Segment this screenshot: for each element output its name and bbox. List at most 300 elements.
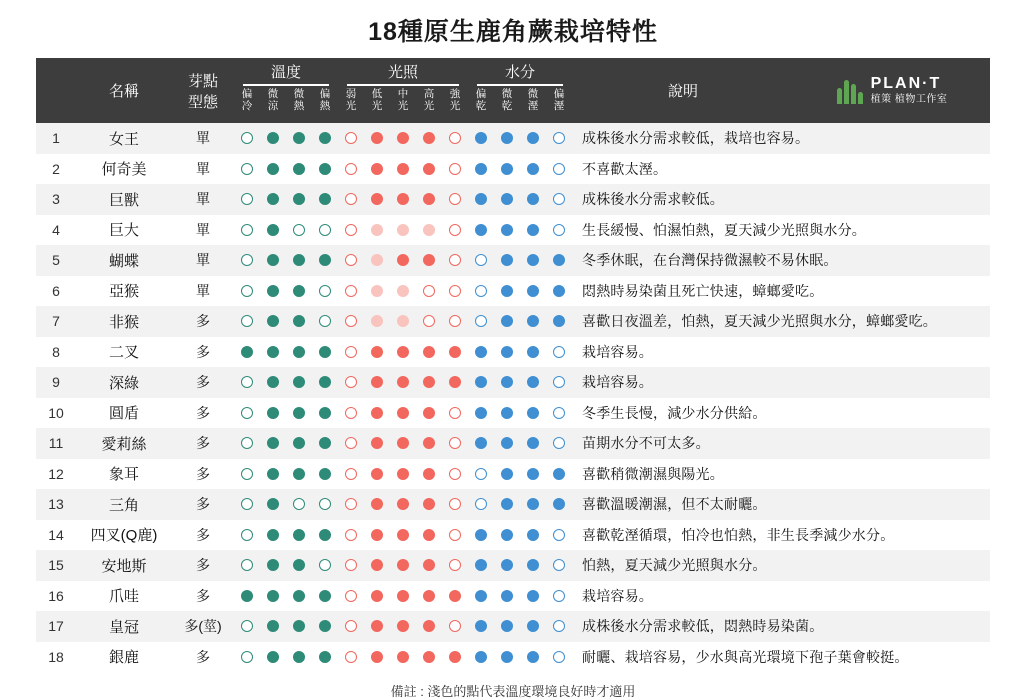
table-row [36,123,990,154]
table-row [36,367,990,398]
cell-temp-dots [234,459,338,490]
light-dot-1-full [371,346,383,358]
cell-description: 喜歡乾溼循環，怕冷也怕熱，非生長季減少水分。 [582,526,895,543]
light-dot-0-empty [345,224,357,236]
cell-temp-dots [234,520,338,551]
light-dot-2-full [397,651,409,663]
table-row [36,154,990,185]
temp-dot-2-full [293,407,305,419]
temp-dot-1-full [267,224,279,236]
cell-name: 三角 [108,496,139,514]
cell-index: 15 [48,557,64,574]
water-dot-3-empty [553,407,565,419]
water-dot-3-empty [553,620,565,632]
temp-dot-1-full [267,285,279,297]
water-dot-1-full [501,254,513,266]
temp-dot-2-full [293,590,305,602]
cell-bud-type: 多 [196,648,210,665]
water-dot-3-full [553,315,565,327]
light-dot-4-full [449,590,461,602]
water-dot-1-full [501,529,513,541]
table-row [36,398,990,429]
cell-description: 栽培容易。 [582,343,653,360]
table-row [36,642,990,673]
table-row [36,520,990,551]
header-subs-light [338,88,468,123]
light-dot-4-empty [449,224,461,236]
cell-water-dots [468,337,572,368]
cell-water-dots [468,581,572,612]
temp-dot-0-empty [241,468,253,480]
cell-name: 象耳 [108,466,139,484]
water-dot-2-full [527,590,539,602]
water-dot-0-full [475,224,487,236]
cell-name: 四叉(Q鹿) [90,527,158,545]
cell-bud-type: 多 [196,313,210,330]
temp-dot-0-empty [241,407,253,419]
cell-light-dots [338,520,468,551]
header-description: 說明 [572,58,794,123]
sub-header-water-3: 偏 溼 [553,88,565,112]
table-container [36,58,990,672]
cell-water-dots [468,184,572,215]
temp-dot-0-empty [241,254,253,266]
light-dot-3-full [423,163,435,175]
cell-index: 8 [52,343,60,360]
light-dot-3-full [423,590,435,602]
temp-dot-0-empty [241,620,253,632]
water-dot-2-full [527,193,539,205]
water-dot-0-full [475,376,487,388]
light-dot-3-full [423,559,435,571]
water-dot-0-empty [475,254,487,266]
cell-light-dots [338,642,468,673]
water-dot-1-full [501,559,513,571]
light-dot-3-full [423,346,435,358]
water-dot-0-full [475,407,487,419]
water-dot-3-empty [553,224,565,236]
light-dot-4-empty [449,468,461,480]
cell-index: 17 [48,618,64,635]
light-dot-0-empty [345,498,357,510]
header-subs-water [468,88,572,123]
water-dot-2-full [527,468,539,480]
cell-water-dots [468,276,572,307]
cell-water-dots [468,611,572,642]
cell-temp-dots [234,276,338,307]
cell-light-dots [338,276,468,307]
table-row [36,581,990,612]
cell-description: 悶熱時易染菌且死亡快速，蟑螂愛吃。 [582,282,824,299]
table-header [36,58,990,123]
light-dot-1-full [371,498,383,510]
cell-water-dots [468,428,572,459]
cell-bud-type: 單 [196,130,210,147]
water-dot-2-full [527,163,539,175]
water-dot-1-full [501,651,513,663]
temp-dot-3-full [319,254,331,266]
temp-dot-3-empty [319,498,331,510]
light-dot-4-empty [449,254,461,266]
sub-header-light-1: 低 光 [371,88,383,112]
header-group-water-label: 水分 [504,63,535,81]
cell-name: 皇冠 [108,618,139,636]
cell-description: 苗期水分不可太多。 [582,435,710,452]
temp-dot-3-full [319,529,331,541]
water-dot-0-empty [475,468,487,480]
header-bud-line2: 型態 [187,93,218,111]
cell-index: 4 [52,221,60,238]
table-row [36,306,990,337]
temp-dot-1-full [267,437,279,449]
temp-dot-1-full [267,376,279,388]
cell-index: 13 [48,496,64,513]
cell-index: 2 [52,160,60,177]
light-dot-3-full [423,468,435,480]
light-dot-2-full [397,193,409,205]
light-dot-4-empty [449,407,461,419]
cell-water-dots [468,245,572,276]
water-dot-3-full [553,254,565,266]
water-dot-2-full [527,437,539,449]
cell-bud-type: 多 [196,374,210,391]
light-dot-0-empty [345,376,357,388]
header-name: 名稱 [76,58,172,123]
table-row [36,245,990,276]
temp-dot-0-empty [241,651,253,663]
cell-light-dots [338,611,468,642]
cell-name: 亞猴 [108,283,139,301]
light-dot-1-full [371,620,383,632]
temp-dot-2-full [293,651,305,663]
light-dot-3-full [423,376,435,388]
page-title: 18種原生鹿角蕨栽培特性 [368,18,658,46]
water-dot-0-full [475,651,487,663]
sub-header-temperature-0: 偏 冷 [241,88,253,112]
cell-water-dots [468,215,572,246]
cell-water-dots [468,550,572,581]
cell-light-dots [338,184,468,215]
temp-dot-0-empty [241,224,253,236]
water-dot-3-empty [553,132,565,144]
water-dot-1-full [501,437,513,449]
cell-index: 6 [52,282,60,299]
cell-name: 蝴蝶 [108,252,139,270]
water-dot-0-full [475,437,487,449]
temp-dot-0-empty [241,285,253,297]
water-dot-2-full [527,132,539,144]
light-dot-1-light [371,254,383,266]
light-dot-2-full [397,529,409,541]
light-dot-0-empty [345,651,357,663]
cell-name: 何奇美 [101,161,147,179]
cell-temp-dots [234,550,338,581]
table-row [36,459,990,490]
temp-dot-3-empty [319,224,331,236]
cell-bud-type: 多 [196,496,210,513]
cell-light-dots [338,489,468,520]
temp-dot-1-full [267,529,279,541]
temp-dot-0-empty [241,193,253,205]
light-dot-0-empty [345,620,357,632]
temp-dot-3-full [319,468,331,480]
temp-dot-2-full [293,620,305,632]
temp-dot-1-full [267,498,279,510]
cell-water-dots [468,520,572,551]
light-dot-2-light [397,315,409,327]
temp-dot-0-full [241,590,253,602]
cell-water-dots [468,398,572,429]
table-row [36,337,990,368]
water-dot-1-full [501,590,513,602]
temp-dot-1-full [267,346,279,358]
water-dot-2-full [527,315,539,327]
light-dot-3-full [423,620,435,632]
cell-temp-dots [234,398,338,429]
temp-dot-0-empty [241,437,253,449]
light-dot-2-full [397,254,409,266]
light-dot-1-full [371,193,383,205]
cell-temp-dots [234,215,338,246]
temp-dot-3-full [319,590,331,602]
temp-dot-2-full [293,376,305,388]
cell-bud-type: 多(莖) [184,618,222,635]
cell-name: 非猴 [108,313,139,331]
sub-header-water-2: 微 溼 [527,88,539,112]
light-dot-3-light [423,224,435,236]
temp-dot-2-full [293,315,305,327]
light-dot-1-full [371,437,383,449]
light-dot-1-full [371,529,383,541]
light-dot-0-empty [345,132,357,144]
temp-dot-0-empty [241,163,253,175]
cell-description: 冬季生長慢，減少水分供給。 [582,404,767,421]
temp-dot-3-full [319,437,331,449]
temp-dot-0-empty [241,132,253,144]
table-row [36,276,990,307]
cell-description: 栽培容易。 [582,587,653,604]
water-dot-2-full [527,254,539,266]
cell-name: 銀鹿 [108,649,139,667]
water-dot-0-full [475,193,487,205]
water-dot-3-empty [553,346,565,358]
cell-index: 9 [52,374,60,391]
water-dot-0-full [475,559,487,571]
water-dot-1-full [501,132,513,144]
header-index [36,58,76,123]
water-dot-0-full [475,529,487,541]
cell-name: 巨大 [108,222,139,240]
temp-dot-0-full [241,346,253,358]
sub-header-light-2: 中 光 [397,88,409,112]
cell-light-dots [338,245,468,276]
cell-bud-type: 單 [196,252,210,269]
temp-dot-3-full [319,651,331,663]
light-dot-4-full [449,376,461,388]
cell-index: 1 [52,130,60,147]
water-dot-3-empty [553,376,565,388]
cell-light-dots [338,306,468,337]
light-dot-2-full [397,498,409,510]
light-dot-3-full [423,498,435,510]
sub-header-temperature-3: 偏 熱 [319,88,331,112]
water-dot-0-empty [475,315,487,327]
temp-dot-1-full [267,315,279,327]
water-dot-1-full [501,376,513,388]
temp-dot-3-full [319,132,331,144]
light-dot-0-empty [345,529,357,541]
table-row [36,184,990,215]
cell-bud-type: 多 [196,557,210,574]
cell-bud-type: 多 [196,587,210,604]
temp-dot-3-full [319,376,331,388]
cell-bud-type: 單 [196,221,210,238]
cell-index: 14 [48,526,64,543]
light-dot-3-full [423,132,435,144]
cell-water-dots [468,367,572,398]
cell-water-dots [468,306,572,337]
light-dot-2-full [397,407,409,419]
light-dot-2-light [397,224,409,236]
light-dot-4-empty [449,620,461,632]
water-dot-3-full [553,468,565,480]
temp-dot-3-empty [319,559,331,571]
cell-bud-type: 多 [196,435,210,452]
light-dot-0-empty [345,285,357,297]
light-dot-1-full [371,132,383,144]
cell-bud-type: 多 [196,343,210,360]
temp-dot-1-full [267,559,279,571]
light-dot-3-empty [423,315,435,327]
light-dot-3-full [423,651,435,663]
brand-subtitle: 植策 植物工作室 [870,94,948,106]
cell-bud-type: 多 [196,526,210,543]
brand-logo [794,58,990,123]
water-dot-1-full [501,285,513,297]
light-dot-0-empty [345,346,357,358]
light-dot-4-empty [449,193,461,205]
temp-dot-0-empty [241,376,253,388]
cell-temp-dots [234,489,338,520]
temp-dot-0-empty [241,529,253,541]
water-dot-1-full [501,193,513,205]
light-dot-1-full [371,468,383,480]
light-dot-2-full [397,132,409,144]
temp-dot-1-full [267,254,279,266]
light-dot-3-empty [423,285,435,297]
light-dot-1-full [371,651,383,663]
water-dot-3-empty [553,529,565,541]
cell-description: 冬季休眠，在台灣保持微濕較不易休眠。 [582,252,838,269]
cell-temp-dots [234,245,338,276]
table-row [36,611,990,642]
light-dot-0-empty [345,407,357,419]
cell-water-dots [468,489,572,520]
cell-index: 11 [48,435,64,452]
header-group-temperature-label: 溫度 [270,63,301,81]
cell-light-dots [338,154,468,185]
header-group-temperature [234,58,338,88]
cell-temp-dots [234,367,338,398]
cell-description: 耐曬、栽培容易，少水與高光環境下孢子葉會較挺。 [582,648,909,665]
water-dot-1-full [501,620,513,632]
water-dot-3-empty [553,590,565,602]
light-dot-0-empty [345,193,357,205]
sub-header-water-1: 微 乾 [501,88,513,112]
cell-light-dots [338,215,468,246]
cell-bud-type: 單 [196,191,210,208]
light-dot-0-empty [345,468,357,480]
cell-name: 安地斯 [101,557,147,575]
water-dot-2-full [527,346,539,358]
temp-dot-1-full [267,193,279,205]
cell-index: 10 [48,404,64,421]
water-dot-3-empty [553,163,565,175]
cell-light-dots [338,550,468,581]
temp-dot-2-full [293,132,305,144]
water-dot-1-full [501,163,513,175]
header-subs-temperature [234,88,338,123]
footnote: 備註 : 淺色的點代表溫度環境良好時才適用 [390,684,636,699]
table-row [36,215,990,246]
light-dot-1-full [371,559,383,571]
water-dot-0-full [475,590,487,602]
water-dot-2-full [527,651,539,663]
light-dot-3-full [423,193,435,205]
temp-dot-1-full [267,620,279,632]
table-row [36,550,990,581]
cell-temp-dots [234,306,338,337]
water-dot-2-full [527,559,539,571]
water-dot-3-empty [553,559,565,571]
temp-dot-1-full [267,651,279,663]
sub-header-light-4: 強 光 [449,88,461,112]
cell-index: 16 [48,587,64,604]
water-dot-0-full [475,346,487,358]
cell-name: 愛莉絲 [101,435,147,453]
temp-dot-2-full [293,193,305,205]
brand-name: PLAN·T [870,75,942,93]
temp-dot-3-empty [319,285,331,297]
light-dot-4-empty [449,132,461,144]
light-dot-3-full [423,437,435,449]
cell-description: 喜歡溫暖潮濕，但不太耐曬。 [582,496,767,513]
water-dot-1-full [501,407,513,419]
sub-header-temperature-1: 微 涼 [267,88,279,112]
cell-index: 5 [52,252,60,269]
light-dot-3-full [423,529,435,541]
cell-name: 爪哇 [108,588,139,606]
header-bud-type [172,58,234,123]
sub-header-light-0: 弱 光 [345,88,357,112]
water-dot-1-full [501,315,513,327]
light-dot-2-full [397,346,409,358]
temp-dot-2-full [293,254,305,266]
water-dot-0-full [475,620,487,632]
temp-dot-1-full [267,590,279,602]
cell-index: 12 [48,465,64,482]
light-dot-2-full [397,468,409,480]
header-group-light [338,58,468,88]
temp-dot-2-full [293,559,305,571]
water-dot-3-empty [553,651,565,663]
cell-light-dots [338,337,468,368]
cell-name: 二叉 [108,344,139,362]
water-dot-2-full [527,498,539,510]
temp-dot-3-empty [319,315,331,327]
cell-light-dots [338,123,468,154]
water-dot-1-full [501,498,513,510]
